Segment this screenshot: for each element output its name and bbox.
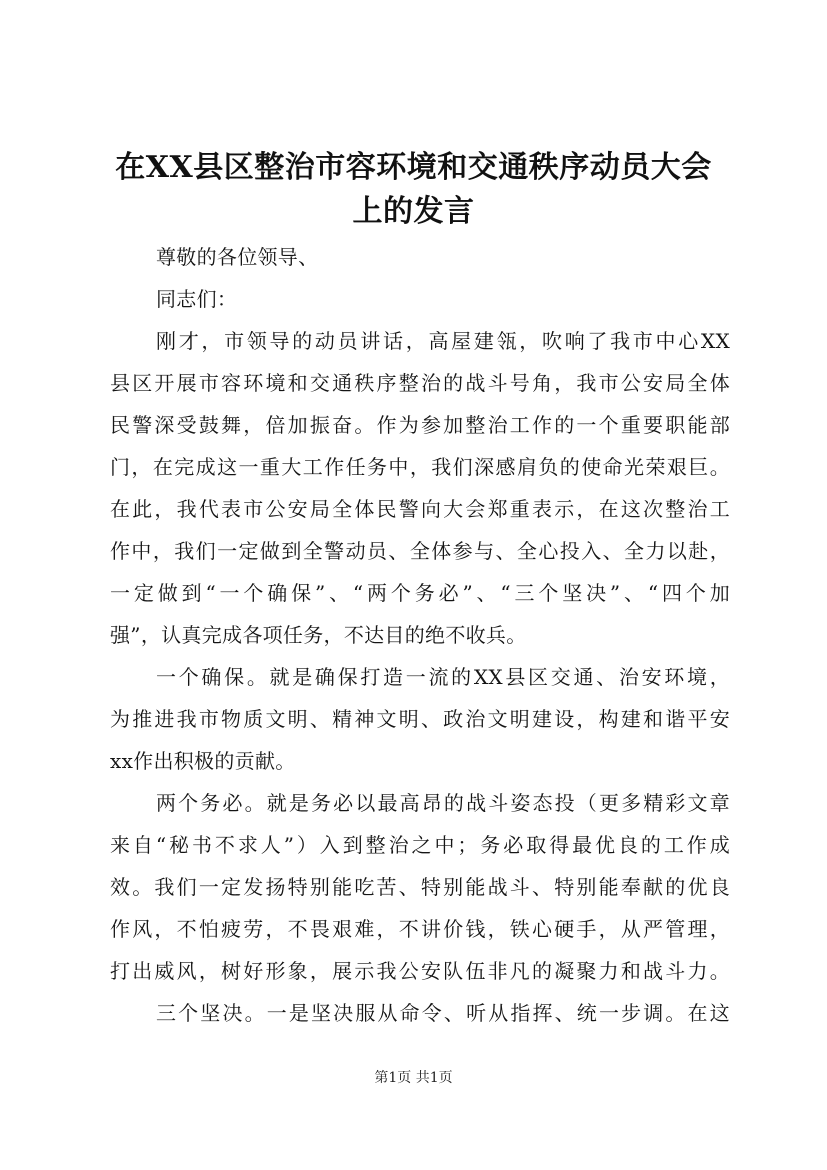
body-line: 民警深受鼓舞，倍加振奋。作为参加整治工作的一个重要职能部 [110,413,730,437]
body-line: 三个坚决。一是坚决服从命令、听从指挥、统一步调。在这 [156,1001,730,1025]
body-line: 来自“秘书不求人”）入到整治之中；务必取得最优良的工作成 [110,833,730,857]
body-line: 刚才，市领导的动员讲话，高屋建瓴，吹响了我市中心XX [156,329,730,353]
document-title [100,146,727,234]
body-line: 尊敬的各位领导、 [156,245,319,269]
body-line: 在此，我代表市公安局全体民警向大会郑重表示，在这次整治工 [110,497,730,521]
body-line: 为推进我市物质文明、精神文明、政治文明建设，构建和谐平安 [110,707,730,731]
title-line-1: 在XX县区整治市容环境和交通秩序动员大会 [115,150,712,185]
body-line: 门，在完成这一重大工作任务中，我们深感肩负的使命光荣艰巨。 [110,455,730,479]
body-line: 强”，认真完成各项任务，不达目的绝不收兵。 [110,623,527,647]
body-line: xx作出积极的贡献。 [110,749,296,773]
body-line: 县区开展市容环境和交通秩序整治的战斗号角，我市公安局全体 [110,371,730,395]
body-line: 同志们： [156,287,238,311]
body-line: 效。我们一定发扬特别能吃苦、特别能战斗、特别能奉献的优良 [110,875,730,899]
page-footer: 第1页 共1页 [374,1070,453,1086]
body-line: 两个务必。就是务必以最高昂的战斗姿态投（更多精彩文章 [156,791,730,815]
body-line: 打出威风，树好形象，展示我公安队伍非凡的凝聚力和战斗力。 [110,959,730,983]
body-line: 一定做到“一个确保”、“两个务必”、“三个坚决”、“四个加 [110,581,730,605]
body-line: 作中，我们一定做到全警动员、全体参与、全心投入、全力以赴， [110,539,730,563]
title-line-2: 上的发言 [352,194,475,229]
body-line: 一个确保。就是确保打造一流的XX县区交通、治安环境， [156,665,730,689]
document-body [110,236,730,1034]
body-line: 作风，不怕疲劳，不畏艰难，不讲价钱，铁心硬手，从严管理， [110,917,730,941]
